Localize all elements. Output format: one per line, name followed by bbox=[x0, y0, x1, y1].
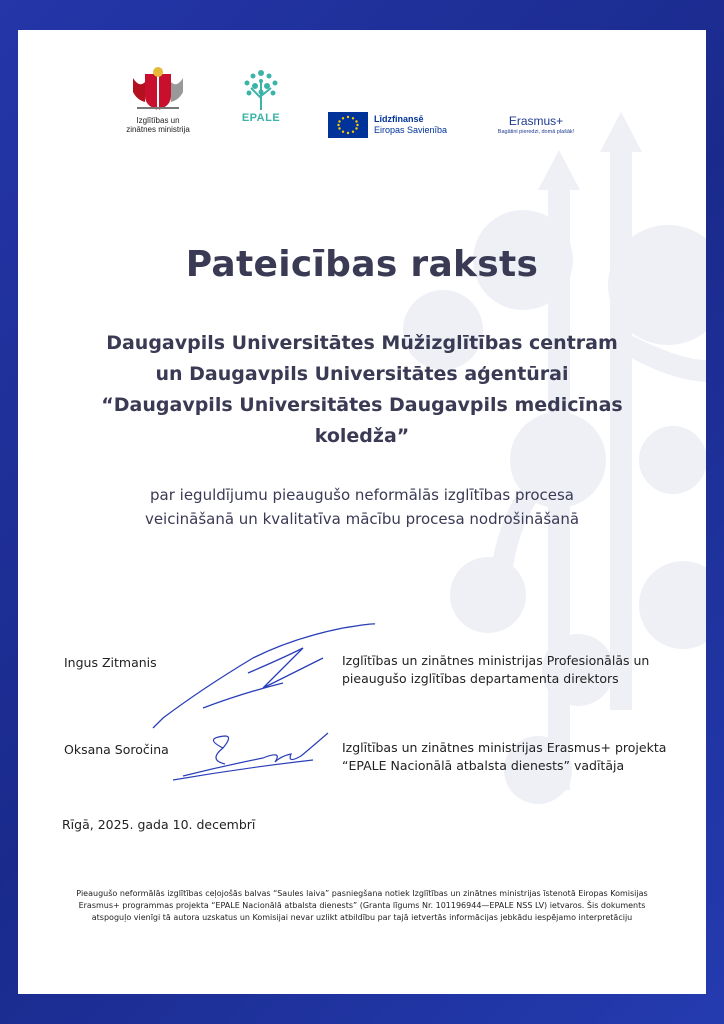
signatory-name-1: Ingus Zitmanis bbox=[64, 655, 157, 670]
epale-label: EPALE bbox=[241, 112, 281, 124]
recipient-name: Daugavpils Universitātes Mūžizglītības centram un Daugavpils Universitātes aģentūrai “Daugavpils Universitātes Daugavpils medicīnas koledža” bbox=[101, 332, 623, 447]
funding-disclaimer: Pieaugušo neformālās izglītības ceļojošās balvas “Saules laiva” pasniegšana notiek Izglītības un zinātnes ministrijas īstenotā Eiropas Komisijas Erasmus+ programmas projekta “EPALE Nacionālā atbalsta dienests” (Granta līgums Nr. 101196944—EPALE NSS LV) ietvaros. Šis dokuments atspoguļo vienīgi tā autora uzskatus un Komisijai nevar uzlikt atbildību par tajā ietvertās informācijas jebkādu iespējamo interpretāciju bbox=[76, 889, 648, 922]
signatory-role-1: Izglītības un zinātnes ministrijas Profesionālās un pieaugušo izglītības departamenta direktors bbox=[342, 653, 650, 686]
eu-label-line2: Eiropas Savienība bbox=[374, 125, 448, 135]
certificate-title: Pateicības raksts bbox=[185, 244, 539, 285]
certificate-page bbox=[18, 30, 706, 994]
erasmus-logo bbox=[486, 114, 586, 135]
eu-label-line1: Līdzfinansē bbox=[374, 114, 424, 124]
ministry-name: Izglītības un zinātnes ministrija bbox=[126, 116, 190, 134]
signatory-role-2: Izglītības un zinātnes ministrijas Erasmus+ projekta “EPALE Nacionālā atbalsta dienests” vadītāja bbox=[342, 740, 667, 773]
award-reason: par ieguldījumu pieaugušo neformālās izglītības procesa veicināšanā un kvalitatīva mācību procesa nodrošināšanā bbox=[144, 486, 580, 528]
epale-logo bbox=[236, 68, 286, 124]
ministry-logo bbox=[113, 64, 203, 134]
signatory-name-2: Oksana Soročina bbox=[64, 742, 169, 757]
erasmus-label: Erasmus+ bbox=[508, 114, 564, 128]
erasmus-tagline: Bagātini pieredzi, domā plašāk! bbox=[497, 129, 575, 135]
eu-flag-icon bbox=[328, 112, 368, 138]
signature-2 bbox=[163, 728, 343, 788]
eu-cofunded-logo bbox=[328, 112, 478, 138]
latvia-coat-of-arms-icon bbox=[123, 64, 193, 114]
place-and-date: Rīgā, 2025. gada 10. decembrī bbox=[62, 817, 256, 832]
epale-tree-icon bbox=[239, 68, 283, 112]
